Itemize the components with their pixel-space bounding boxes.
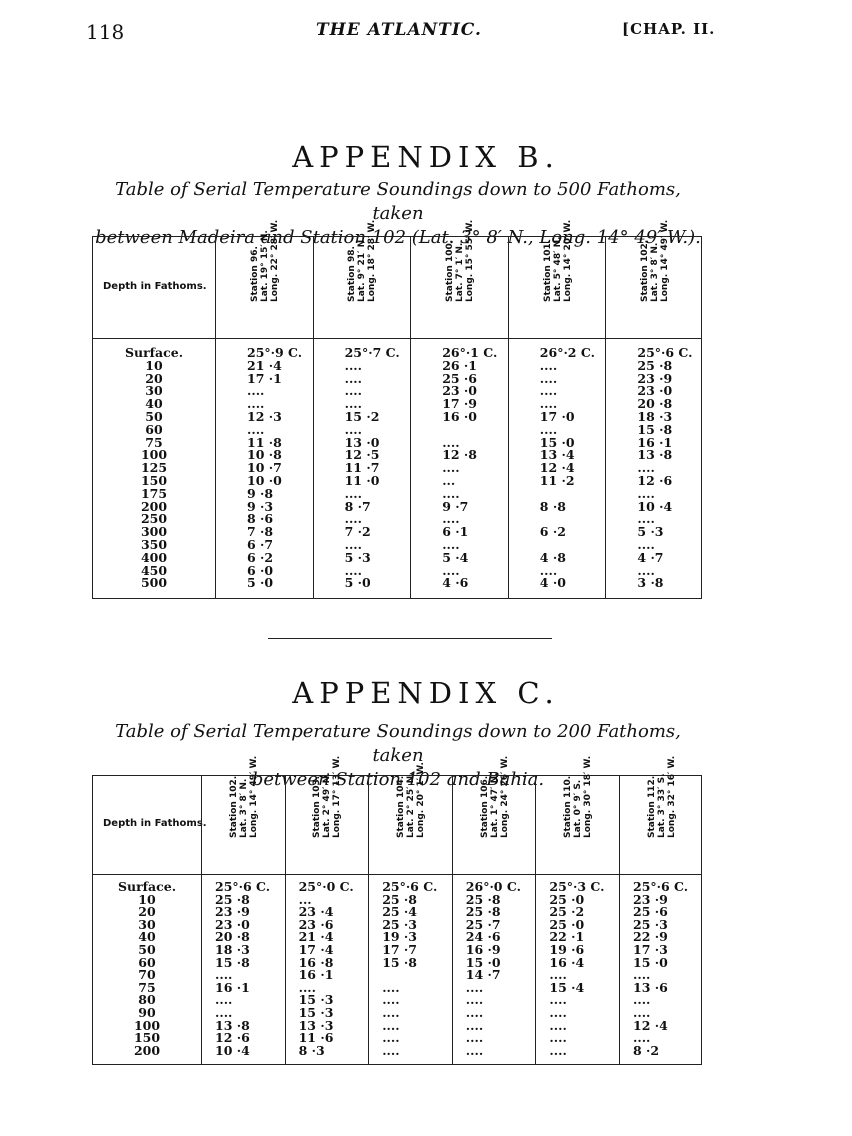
temperature-cell: 10 ·0	[247, 473, 282, 488]
depth-label: 100	[133, 1017, 161, 1033]
temperature-cell: ....	[539, 562, 558, 578]
temperature-cell: 12 ·8	[442, 447, 477, 463]
depth-label: 50	[145, 409, 163, 424]
temperature-cell: 23 ·4	[298, 904, 334, 920]
temperature-cell: ....	[344, 537, 363, 552]
temperature-cell: 15 ·4	[549, 979, 585, 995]
station-lat: Lat. 2° 25′ N.	[406, 772, 416, 838]
depth-label: Surface.	[117, 879, 177, 894]
station-long: Long. 22° 28′ W.	[269, 219, 280, 302]
depth-label: Surface.	[124, 345, 184, 360]
station-name: Station 104.	[396, 775, 406, 838]
temperature-cell: 15 ·3	[298, 1005, 334, 1020]
temperature-cell: 7 ·8	[247, 524, 274, 540]
station-lat: Lat. 2° 49′ N.	[322, 772, 333, 838]
temperature-cell: 17 ·7	[382, 942, 417, 957]
temperature-cell: 25 ·8	[465, 891, 501, 907]
temperature-cell: 20 ·8	[215, 929, 250, 945]
temperature-cell: 12 ·6	[637, 473, 673, 488]
chapter-label: [CHAP. II.	[622, 20, 716, 38]
temperature-cell: ....	[215, 992, 233, 1008]
temperature-cell: 17 ·4	[298, 942, 334, 957]
temperature-cell: 4 ·8	[539, 549, 566, 565]
temperature-cell: ....	[247, 396, 265, 412]
temperature-cell: 25 ·7	[465, 916, 501, 932]
temperature-cell: 23 ·9	[215, 904, 250, 920]
page-number: 118	[86, 20, 125, 44]
temperature-cell: ....	[539, 421, 558, 437]
temperature-cell: ....	[549, 1005, 567, 1020]
temperature-cell: 25 ·4	[382, 904, 417, 920]
appendix-b-title: APPENDIX B.	[292, 140, 560, 174]
temperature-cell: ....	[637, 562, 655, 578]
temperature-cell: ....	[633, 1005, 651, 1020]
temperature-cell: 24 ·6	[465, 929, 501, 945]
temperature-cell: 23 ·0	[215, 916, 250, 932]
temperature-cell: 16 ·1	[298, 967, 334, 983]
temperature-cell: 11 ·8	[247, 434, 282, 450]
temperature-cell: ....	[247, 421, 265, 437]
temperature-cell: 8 ·8	[539, 498, 566, 514]
temperature-cell: 4 ·0	[539, 575, 566, 591]
depth-label: 70	[138, 967, 156, 983]
temperature-cell: ....	[344, 421, 363, 437]
temperature-cell: 25 ·8	[465, 904, 501, 920]
temperature-cell: 17 ·0	[539, 409, 575, 424]
depth-column-header: Depth in Fathoms.	[103, 280, 207, 292]
temperature-cell: 25°·6 C.	[215, 879, 271, 894]
temperature-cell: ....	[549, 1042, 567, 1058]
temperature-cell: 22 ·1	[549, 929, 585, 945]
depth-label: 200	[133, 1042, 161, 1058]
temperature-cell: 9 ·7	[442, 498, 469, 514]
depth-label: 40	[138, 929, 156, 945]
depth-label: 100	[140, 447, 168, 463]
section-divider	[268, 638, 552, 639]
temperature-cell: ....	[465, 1042, 484, 1058]
temperature-cell: ....	[382, 1042, 400, 1058]
temperature-cell: 25°·0 C.	[298, 879, 354, 894]
temperature-cell: ....	[549, 1030, 567, 1046]
temperature-cell: 25°·6 C.	[633, 879, 689, 894]
temperature-cell: 5 ·0	[247, 575, 274, 591]
appendix-b-caption-line-2: between Madeira and Station 102 (Lat. 3° 8′ N., Long. 14° 49′ W.).	[95, 227, 701, 248]
appendix-b-table	[92, 219, 702, 599]
temperature-cell: 13 ·6	[633, 979, 668, 995]
depth-label: 40	[145, 396, 163, 412]
temperature-cell: 8 ·6	[247, 511, 274, 527]
temperature-cell: 10 ·4	[215, 1042, 250, 1058]
temperature-cell: 13 ·8	[637, 447, 673, 463]
temperature-cell: ....	[247, 383, 265, 399]
temperature-cell: 11 ·6	[298, 1030, 334, 1046]
appendix-b-caption-line-1: Table of Serial Temperature Soundings down to 500 Fathoms, taken	[115, 179, 681, 224]
temperature-cell: 6 ·2	[539, 524, 566, 540]
temperature-cell: ....	[442, 460, 460, 476]
temperature-cell: 11 ·2	[539, 473, 575, 488]
temperature-cell: 25 ·3	[382, 916, 417, 932]
temperature-cell: ....	[549, 992, 567, 1008]
temperature-cell: ....	[344, 511, 363, 527]
depth-label: 20	[138, 904, 156, 920]
station-name: Station 106.	[479, 775, 490, 838]
temperature-cell: 23 ·9	[633, 891, 668, 907]
temperature-cell: ....	[344, 357, 363, 373]
station-long: Long. 20° 1′ W.	[416, 762, 426, 838]
station-name: Station 100.	[445, 239, 455, 302]
temperature-cell: 12 ·5	[344, 447, 380, 463]
station-header	[543, 220, 573, 302]
station-header	[640, 220, 670, 302]
temperature-cell: 13 ·8	[215, 1017, 250, 1033]
temperature-cell: ....	[633, 1030, 651, 1046]
temperature-cell: ....	[539, 370, 558, 386]
depth-label: 350	[140, 537, 168, 552]
station-long: Long. 30° 18′ W.	[583, 755, 594, 838]
temperature-cell: 4 ·7	[637, 549, 664, 565]
depth-label: 200	[140, 498, 168, 514]
station-lat: Lat. 1° 47′ N.	[489, 772, 500, 838]
depth-label: 80	[138, 992, 156, 1008]
temperature-cell: 25°·9 C.	[247, 345, 303, 360]
depth-label: 75	[138, 979, 156, 995]
temperature-cell: 16 ·1	[637, 434, 673, 450]
temperature-cell: 3 ·8	[637, 575, 664, 591]
temperature-cell: 19 ·6	[549, 942, 585, 957]
temperature-cell: ....	[382, 1005, 400, 1020]
temperature-cell: 20 ·8	[637, 396, 673, 412]
station-lat: Lat. 3° 8′ N.	[238, 778, 249, 838]
depth-label: 400	[140, 549, 168, 565]
temperature-cell: 11 ·0	[344, 473, 380, 488]
temperature-cell: ....	[344, 562, 363, 578]
station-lat: Lat. 3° 33′ S.	[656, 773, 667, 838]
temperature-cell: 25 ·3	[633, 916, 668, 932]
depth-label: 250	[140, 511, 168, 527]
station-long: Long. 14° 49′ W.	[248, 755, 259, 838]
station-long: Long. 14° 49′ W.	[660, 219, 671, 302]
station-lat: Lat. 9° 21′ N.	[357, 236, 368, 302]
depth-label: 150	[140, 473, 168, 488]
temperature-cell: 12 ·6	[215, 1030, 250, 1046]
temperature-cell: 25 ·8	[637, 357, 673, 373]
temperature-cell: 25°·3 C.	[549, 879, 605, 894]
temperature-cell: 13 ·3	[298, 1017, 334, 1033]
depth-column-header: Depth in Fathoms.	[103, 818, 207, 829]
station-header	[563, 756, 593, 838]
temperature-cell: ....	[637, 460, 655, 476]
temperature-cell: ....	[465, 1005, 484, 1020]
temperature-cell: 8 ·2	[633, 1042, 660, 1058]
temperature-cell: 16 ·4	[549, 954, 585, 970]
depth-label: 60	[145, 421, 163, 437]
station-header	[347, 220, 377, 302]
temperature-cell: 15 ·2	[344, 409, 380, 424]
depth-label: 50	[138, 942, 156, 957]
temperature-cell: 23 ·0	[637, 383, 673, 399]
temperature-cell: ....	[442, 562, 460, 578]
station-name: Station 101.	[542, 239, 553, 302]
temperature-cell: 23 ·9	[637, 370, 673, 386]
station-long: Long. 18° 28′ W.	[367, 219, 378, 302]
temperature-cell: 17 ·9	[442, 396, 477, 412]
depth-label: 10	[145, 357, 163, 373]
temperature-cell: 5 ·4	[442, 549, 469, 565]
temperature-cell: 6 ·2	[247, 549, 274, 565]
temperature-cell: 26°·2 C.	[539, 345, 595, 360]
temperature-cell: 10 ·4	[637, 498, 673, 514]
temperature-cell: ....	[382, 979, 400, 995]
station-lat: Lat. 19° 15′ N.	[259, 230, 270, 302]
depth-label: 150	[133, 1030, 161, 1046]
depth-label: 300	[140, 524, 168, 540]
temperature-cell: 15 ·8	[382, 954, 417, 970]
temperature-cell: 10 ·7	[247, 460, 282, 476]
temperature-cell: 11 ·7	[344, 460, 380, 476]
temperature-cell: 25 ·2	[549, 904, 585, 920]
temperature-cell: 15 ·3	[298, 992, 334, 1008]
temperature-cell: 9 ·3	[247, 498, 274, 514]
temperature-cell: ....	[382, 992, 400, 1008]
appendix-c-table	[92, 755, 702, 1065]
station-lat: Lat. 7° 1′ N.	[455, 242, 465, 302]
temperature-cell: ....	[539, 357, 558, 373]
temperature-cell: 23 ·6	[298, 916, 334, 932]
temperature-cell: 16 ·0	[442, 409, 477, 424]
depth-label: 20	[145, 370, 163, 386]
temperature-cell: 12 ·4	[633, 1017, 668, 1033]
temperature-cell: 15 ·8	[637, 421, 673, 437]
temperature-cell: ....	[344, 370, 363, 386]
temperature-cell: ....	[637, 511, 655, 527]
temperature-cell: ....	[344, 485, 363, 501]
temperature-cell: 18 ·3	[637, 409, 673, 424]
temperature-cell: ...	[298, 891, 312, 907]
temperature-cell: 25°·7 C.	[344, 345, 400, 360]
temperature-cell: 18 ·3	[215, 942, 250, 957]
depth-label: 125	[140, 460, 168, 476]
temperature-cell: 8 ·7	[344, 498, 371, 514]
station-lat: Lat. 0° 9′ S.	[573, 779, 584, 838]
temperature-cell: 16 ·8	[298, 954, 334, 970]
temperature-cell: ....	[465, 992, 484, 1008]
temperature-cell: ....	[465, 1017, 484, 1033]
depth-label: 450	[140, 562, 168, 578]
station-name: Station 103.	[312, 775, 323, 838]
temperature-cell: ....	[633, 992, 651, 1008]
depth-label: 175	[140, 485, 168, 501]
station-lat: Lat. 3° 8′ N.	[650, 242, 661, 302]
temperature-cell: 7 ·2	[344, 524, 371, 540]
station-lat: Lat. 5° 48′ N.	[552, 236, 563, 302]
temperature-cell: 5 ·3	[344, 549, 371, 565]
temperature-cell: ....	[382, 1017, 400, 1033]
depth-label: 30	[145, 383, 163, 399]
temperature-cell: 9 ·8	[247, 485, 274, 501]
temperature-cell: 26 ·1	[442, 357, 477, 373]
temperature-cell: 21 ·4	[247, 357, 282, 373]
temperature-cell: ....	[549, 967, 567, 983]
station-long: Long. 15° 55′ W.	[465, 219, 475, 302]
temperature-cell: ....	[442, 434, 460, 450]
station-header	[312, 756, 342, 838]
station-header	[445, 220, 475, 302]
temperature-cell: 22 ·9	[633, 929, 668, 945]
temperature-cell: 26°·1 C.	[442, 345, 498, 360]
temperature-cell: 6 ·1	[442, 524, 469, 540]
temperature-cell: ....	[442, 485, 460, 501]
temperature-cell: 6 ·7	[247, 537, 274, 552]
station-header	[647, 756, 677, 838]
temperature-cell: 25 ·8	[215, 891, 250, 907]
station-header	[480, 756, 510, 838]
temperature-cell: ....	[633, 967, 651, 983]
temperature-cell: ....	[637, 537, 655, 552]
station-header	[396, 762, 426, 838]
temperature-cell: 25 ·0	[549, 891, 585, 907]
temperature-cell: 21 ·4	[298, 929, 334, 945]
running-title: THE ATLANTIC.	[316, 20, 482, 40]
temperature-cell: 19 ·3	[382, 929, 417, 945]
temperature-cell: 13 ·0	[344, 434, 380, 450]
station-header	[250, 220, 280, 302]
temperature-cell: 6 ·0	[247, 562, 274, 578]
temperature-cell: 15 ·0	[465, 954, 501, 970]
temperature-cell: 8 ·3	[298, 1042, 325, 1058]
depth-label: 30	[138, 916, 156, 932]
temperature-cell: ....	[442, 511, 460, 527]
appendix-c-caption-line-2: between Station 102 and Bahia.	[251, 769, 545, 790]
temperature-cell: 25 ·6	[442, 370, 477, 386]
station-long: Long. 14° 20′ W.	[562, 219, 573, 302]
depth-label: 60	[138, 954, 156, 970]
temperature-cell: ....	[465, 1030, 484, 1046]
temperature-cell: 25 ·0	[549, 916, 585, 932]
temperature-cell: 4 ·6	[442, 575, 469, 591]
station-name: Station 98.	[347, 246, 358, 302]
temperature-cell: ....	[442, 537, 460, 552]
temperature-cell: ....	[215, 967, 233, 983]
temperature-cell: 25°·6 C.	[637, 345, 693, 360]
temperature-cell: 25 ·8	[382, 891, 417, 907]
station-name: Station 112.	[646, 775, 657, 838]
station-name: Station 110.	[563, 775, 574, 838]
temperature-cell: 16 ·1	[215, 979, 250, 995]
depth-label: 10	[138, 891, 156, 907]
temperature-cell: ....	[298, 979, 317, 995]
station-header	[229, 756, 259, 838]
temperature-cell: 16 ·9	[465, 942, 501, 957]
temperature-cell: ....	[539, 396, 558, 412]
temperature-cell: 5 ·3	[637, 524, 664, 540]
temperature-cell: ....	[465, 979, 484, 995]
depth-label: 75	[145, 434, 163, 450]
temperature-cell: 23 ·0	[442, 383, 477, 399]
temperature-cell: 14 ·7	[465, 967, 501, 983]
temperature-cell: ....	[215, 1005, 233, 1020]
temperature-cell: 26°·0 C.	[465, 879, 521, 894]
temperature-cell: 25 ·6	[633, 904, 668, 920]
temperature-cell: ....	[344, 383, 363, 399]
temperature-cell: 17 ·1	[247, 370, 282, 386]
temperature-cell: 12 ·3	[247, 409, 282, 424]
temperature-cell: ...	[442, 473, 456, 488]
temperature-cell: ....	[549, 1017, 567, 1033]
temperature-cell: ....	[382, 1030, 400, 1046]
temperature-cell: 15 ·0	[539, 434, 575, 450]
temperature-cell: 15 ·0	[633, 954, 668, 970]
station-long: Long. 32° 16′ W.	[666, 755, 677, 838]
temperature-cell: 13 ·4	[539, 447, 575, 463]
station-name: Station 96.	[249, 246, 260, 302]
station-long: Long. 24° 26′ W.	[499, 755, 510, 838]
station-name: Station 102.	[228, 775, 239, 838]
temperature-cell: 10 ·8	[247, 447, 282, 463]
depth-label: 90	[138, 1005, 156, 1020]
temperature-cell: ....	[539, 383, 558, 399]
appendix-c-title: APPENDIX C.	[292, 676, 560, 710]
temperature-cell: 12 ·4	[539, 460, 575, 476]
temperature-cell: 25°·6 C.	[382, 879, 438, 894]
temperature-cell: 5 ·0	[344, 575, 371, 591]
temperature-cell: ....	[344, 396, 363, 412]
depth-label: 500	[140, 575, 168, 591]
temperature-cell: ....	[637, 485, 655, 501]
appendix-c-caption-line-1: Table of Serial Temperature Soundings down to 200 Fathoms, taken	[115, 721, 681, 766]
station-name: Station 102.	[640, 239, 651, 302]
temperature-cell: 17 ·3	[633, 942, 668, 957]
station-long: Long. 17° 13′ W.	[332, 755, 343, 838]
temperature-cell: 15 ·8	[215, 954, 250, 970]
